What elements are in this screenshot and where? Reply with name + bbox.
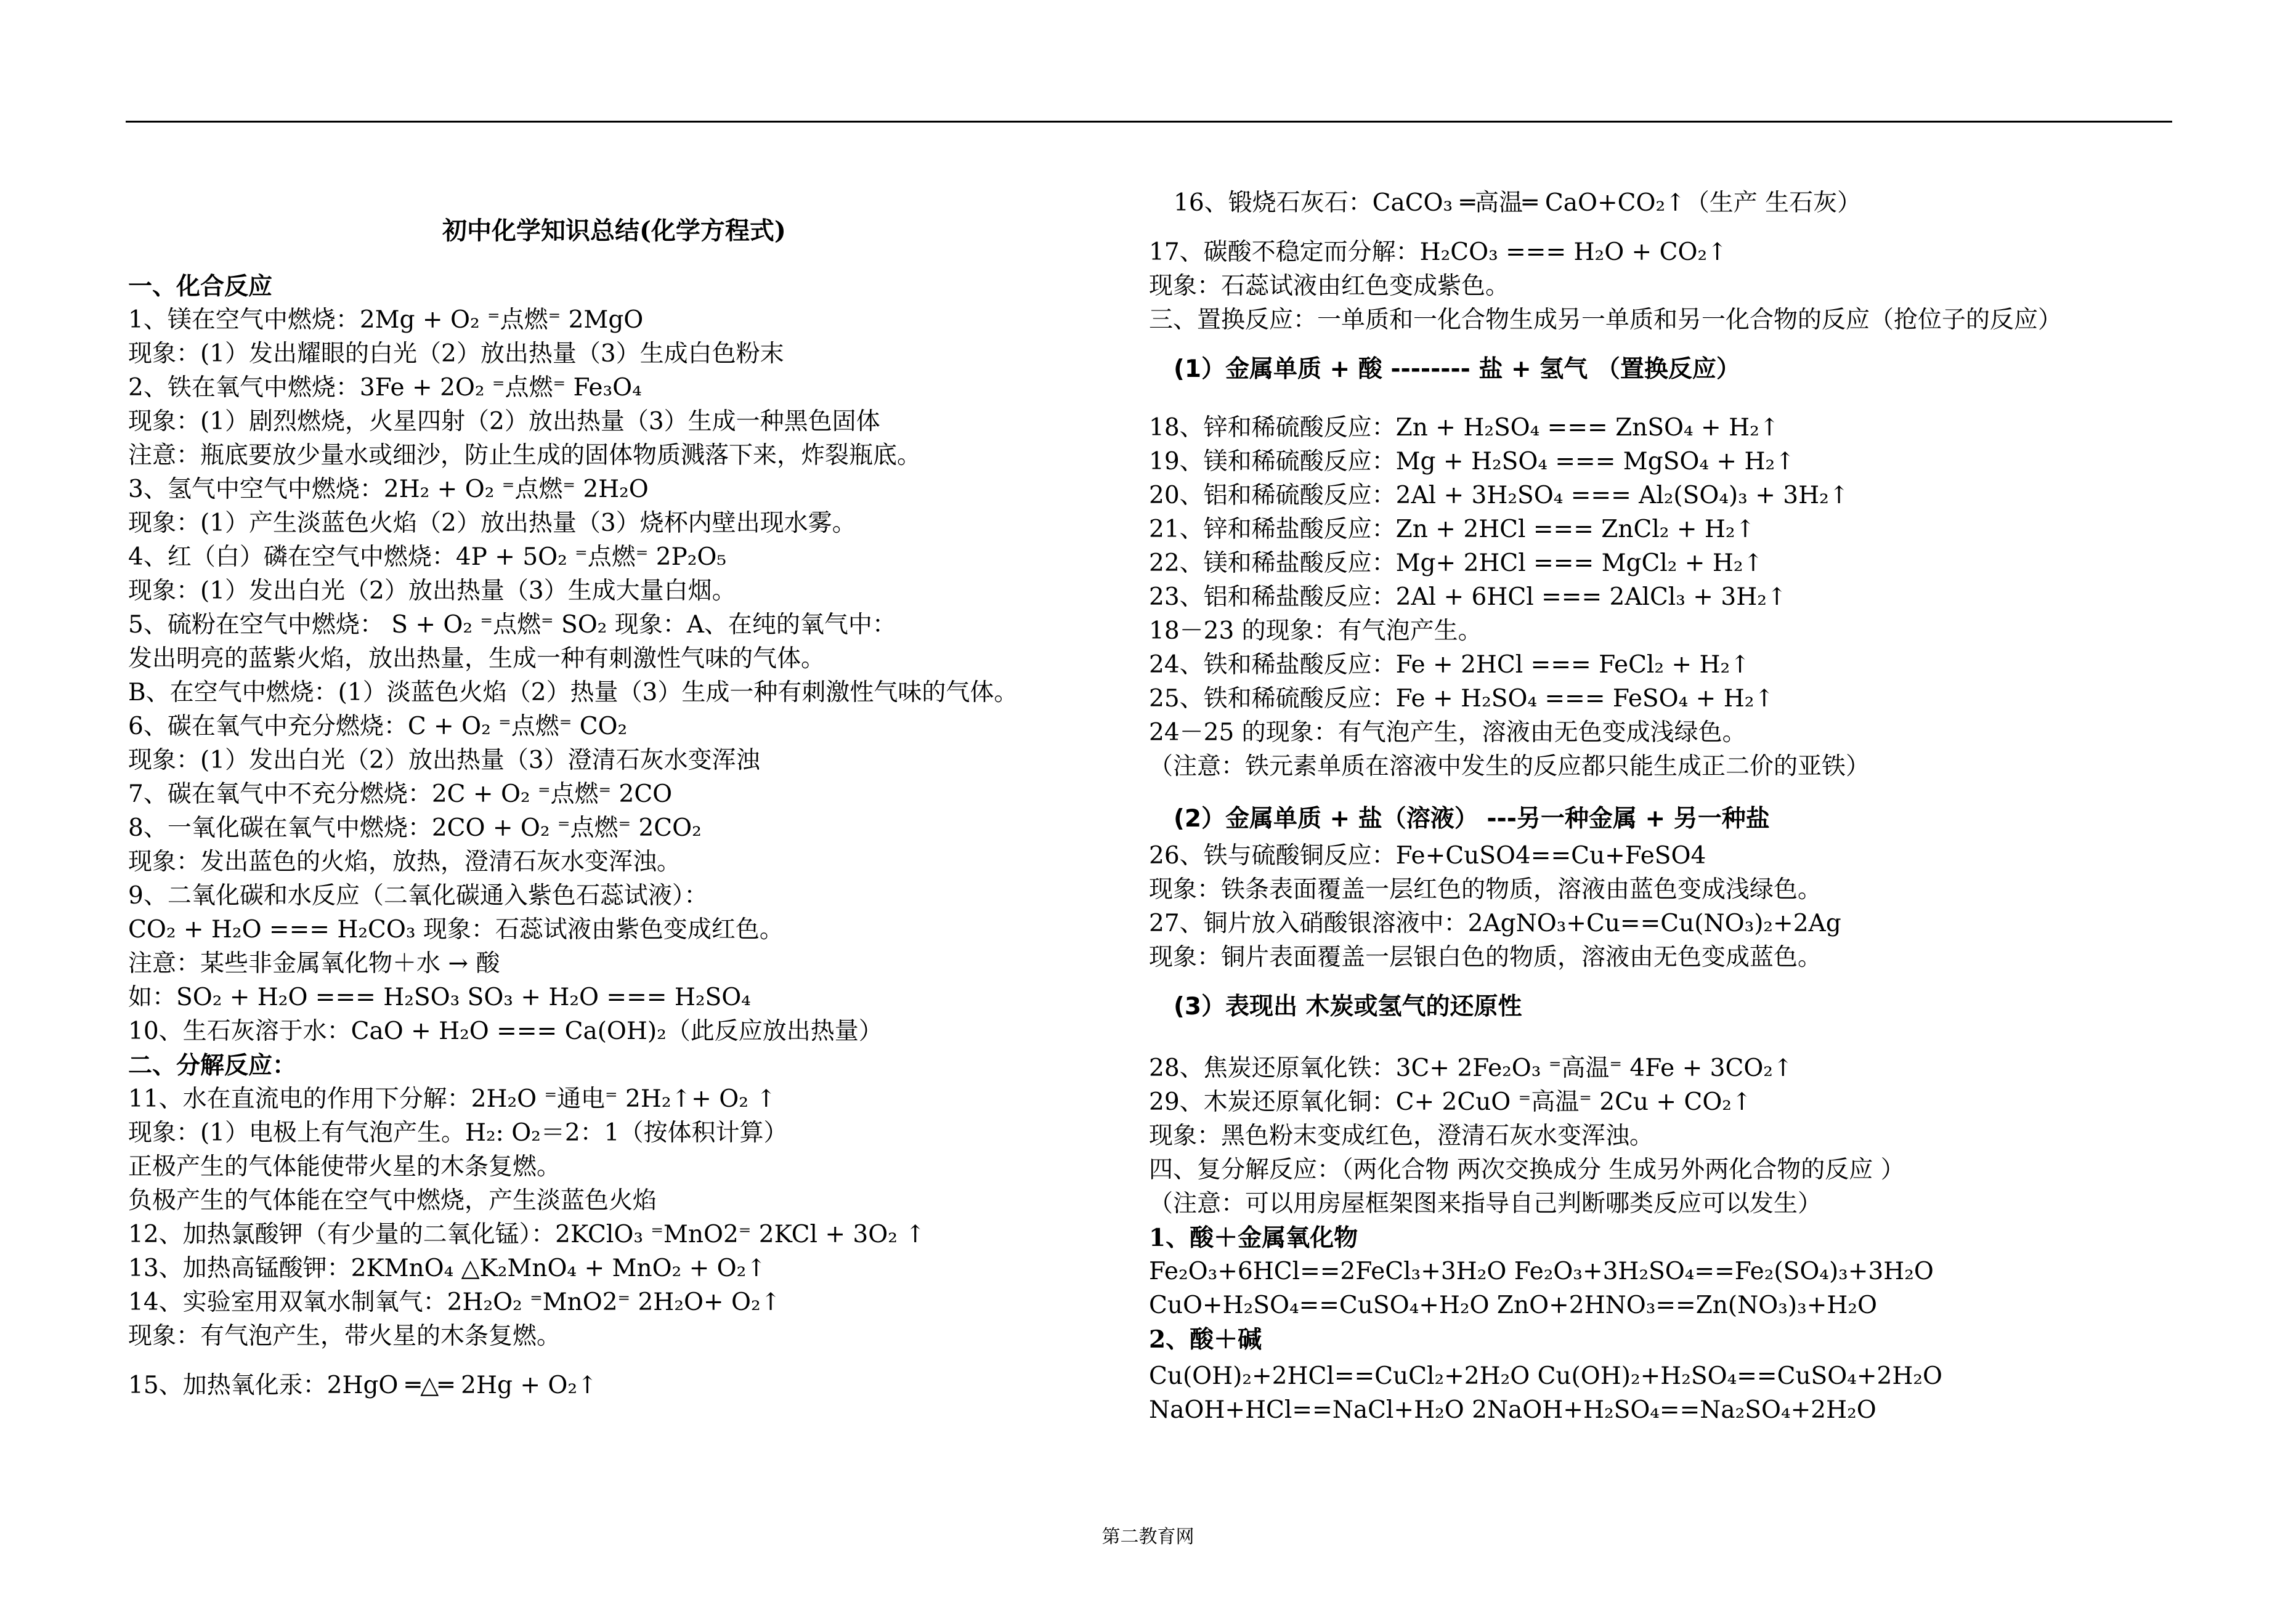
equation-line: NaOH+HCl==NaCl+H₂O 2NaOH+H₂SO₄==Na₂SO₄+2H₂O — [1149, 1396, 1876, 1424]
equation-line: 如：SO₂ + H₂O === H₂SO₃ SO₃ + H₂O === H₂SO₄ — [128, 984, 751, 1011]
subsection-heading: 1、酸＋金属氧化物 — [1149, 1224, 1358, 1252]
page-footer: 第二教育网 — [1101, 1526, 1195, 1548]
note-line: 注意：某些非金属氧化物＋水 → 酸 — [128, 950, 500, 977]
note-line: （注意：铁元素单质在溶液中发生的反应都只能生成正二价的亚铁） — [1149, 753, 1870, 780]
equation-line: 16、锻烧石灰石：CaCO₃ ═高温═ CaO+CO₂↑（生产 生石灰） — [1174, 189, 1862, 217]
equation-line: 25、铁和稀硫酸反应：Fe + H₂SO₄ === FeSO₄ + H₂↑ — [1149, 685, 1775, 713]
equation-line: 15、加热氧化汞：2HgO ═△═ 2Hg + O₂↑ — [128, 1372, 598, 1399]
equation-line: 12、加热氯酸钾（有少量的二氧化锰）：2KClO₃ ⁼MnO2⁼ 2KCl + 3O₂ ↑ — [128, 1221, 925, 1248]
phenomenon-line: 24－25 的现象：有气泡产生，溶液由无色变成浅绿色。 — [1149, 719, 1746, 746]
equation-line: 26、铁与硫酸铜反应：Fe+CuSO4==Cu+FeSO4 — [1149, 842, 1706, 870]
phenomenon-line: 现象：铁条表面覆盖一层红色的物质，溶液由蓝色变成浅绿色。 — [1149, 876, 1822, 903]
equation-line: 22、镁和稀盐酸反应：Mg+ 2HCl === MgCl₂ + H₂↑ — [1149, 549, 1764, 577]
phenomenon-line: B、在空气中燃烧：(1）淡蓝色火焰（2）热量（3）生成一种有刺激性气味的气体。 — [128, 679, 1018, 706]
equation-line: 21、锌和稀盐酸反应：Zn + 2HCl === ZnCl₂ + H₂↑ — [1149, 515, 1756, 543]
equation-line: 24、铁和稀盐酸反应：Fe + 2HCl === FeCl₂ + H₂↑ — [1149, 651, 1750, 679]
equation-line: 17、碳酸不稳定而分解：H₂CO₃ === H₂O + CO₂↑ — [1149, 238, 1727, 266]
section-heading: 三、置换反应：一单质和一化合物生成另一单质和另一化合物的反应（抢位子的反应） — [1149, 306, 2063, 334]
equation-line: 14、实验室用双氧水制氧气：2H₂O₂ ⁼MnO2⁼ 2H₂O+ O₂↑ — [128, 1288, 781, 1316]
section-heading: 二、分解反应： — [128, 1051, 297, 1080]
phenomenon-line: 现象：石蕊试液由红色变成紫色。 — [1149, 272, 1510, 300]
equation-line: 5、硫粉在空气中燃烧： S + O₂ ⁼点燃⁼ SO₂ 现象：A、在纯的氧气中： — [128, 611, 896, 639]
subsection-heading: (2）金属单质 + 盐（溶液） ---另一种金属 + 另一种盐 — [1174, 805, 1770, 833]
equation-line: 20、铝和稀硫酸反应：2Al + 3H₂SO₄ === Al₂(SO₄)₃ + 3H₂↑ — [1149, 482, 1849, 509]
subsection-heading: (3）表现出 木炭或氢气的还原性 — [1174, 993, 1522, 1021]
phenomenon-line: 现象：(1）产生淡蓝色火焰（2）放出热量（3）烧杯内壁出现水雾。 — [128, 509, 856, 537]
section-heading: 一、化合反应 — [128, 272, 273, 301]
note-line: 负极产生的气体能在空气中燃烧，产生淡蓝色火焰 — [128, 1187, 657, 1215]
equation-line: 28、焦炭还原氧化铁：3C+ 2Fe₂O₃ ⁼高温⁼ 4Fe + 3CO₂↑ — [1149, 1054, 1793, 1082]
subsection-heading: 2、酸＋碱 — [1149, 1325, 1262, 1354]
equation-line: 18、锌和稀硫酸反应：Zn + H₂SO₄ === ZnSO₄ + H₂↑ — [1149, 414, 1780, 442]
header-rule — [126, 121, 2172, 123]
equation-line: 4、红（白）磷在空气中燃烧：4P + 5O₂ ⁼点燃⁼ 2P₂O₅ — [128, 543, 727, 571]
equation-line: CuO+H₂SO₄==CuSO₄+H₂O ZnO+2HNO₃==Zn(NO₃)₃+H₂O — [1149, 1292, 1877, 1319]
equation-line: 10、生石灰溶于水：CaO + H₂O === Ca(OH)₂（此反应放出热量） — [128, 1017, 883, 1045]
equation-line: 9、二氧化碳和水反应（二氧化碳通入紫色石蕊试液）： — [128, 882, 708, 910]
equation-line: 29、木炭还原氧化铜：C+ 2CuO ⁼高温⁼ 2Cu + CO₂↑ — [1149, 1088, 1752, 1116]
phenomenon-line: 18－23 的现象：有气泡产生。 — [1149, 617, 1482, 645]
note-line: 正极产生的气体能使带火星的木条复燃。 — [128, 1153, 561, 1181]
section-heading: 四、复分解反应：（两化合物 两次交换成分 生成另外两化合物的反应 ） — [1149, 1156, 1905, 1184]
equation-line: 8、一氧化碳在氧气中燃烧：2CO + O₂ ⁼点燃⁼ 2CO₂ — [128, 814, 702, 842]
phenomenon-line: 现象：(1）剧烈燃烧，火星四射（2）放出热量（3）生成一种黑色固体 — [128, 408, 880, 435]
page-title: 初中化学知识总结(化学方程式) — [442, 216, 786, 245]
phenomenon-line: 现象：(1）发出白光（2）放出热量（3）生成大量白烟。 — [128, 577, 736, 605]
phenomenon-line: 现象：(1）发出白光（2）放出热量（3）澄清石灰水变浑浊 — [128, 746, 760, 774]
equation-line: Cu(OH)₂+2HCl==CuCl₂+2H₂O Cu(OH)₂+H₂SO₄==CuSO₄+2H₂O — [1149, 1362, 1942, 1390]
phenomenon-line: 现象：黑色粉末变成红色，澄清石灰水变浑浊。 — [1149, 1122, 1654, 1150]
phenomenon-line: 现象：(1）发出耀眼的白光（2）放出热量（3）生成白色粉末 — [128, 340, 784, 368]
note-line: 注意：瓶底要放少量水或细沙，防止生成的固体物质溅落下来，炸裂瓶底。 — [128, 442, 922, 469]
equation-line: 13、加热高锰酸钾：2KMnO₄ △K₂MnO₄ + MnO₂ + O₂↑ — [128, 1255, 766, 1282]
equation-line: 11、水在直流电的作用下分解：2H₂O ⁼通电⁼ 2H₂↑+ O₂ ↑ — [128, 1085, 776, 1113]
phenomenon-line: 发出明亮的蓝紫火焰，放出热量，生成一种有刺激性气味的气体。 — [128, 645, 826, 673]
equation-line: 23、铝和稀盐酸反应：2Al + 6HCl === 2AlCl₃ + 3H₂↑ — [1149, 583, 1787, 611]
equation-line: 2、铁在氧气中燃烧：3Fe + 2O₂ ⁼点燃⁼ Fe₃O₄ — [128, 374, 642, 402]
equation-line: 7、碳在氧气中不充分燃烧：2C + O₂ ⁼点燃⁼ 2CO — [128, 780, 673, 808]
phenomenon-line: 现象：(1）电极上有气泡产生。H₂: O₂＝2：1（按体积计算） — [128, 1119, 788, 1147]
equation-line: CO₂ + H₂O === H₂CO₃ 现象：石蕊试液由紫色变成红色。 — [128, 916, 784, 944]
equation-line: Fe₂O₃+6HCl==2FeCl₃+3H₂O Fe₂O₃+3H₂SO₄==Fe₂(SO₄)₃+3H₂O — [1149, 1258, 1934, 1285]
subsection-heading: (1）金属单质 + 酸 -------- 盐 + 氢气 （置换反应） — [1174, 355, 1740, 383]
note-line: （注意：可以用房屋框架图来指导自己判断哪类反应可以发生） — [1149, 1190, 1822, 1218]
equation-line: 6、碳在氧气中充分燃烧：C + O₂ ⁼点燃⁼ CO₂ — [128, 713, 628, 740]
equation-line: 3、氢气中空气中燃烧：2H₂ + O₂ ⁼点燃⁼ 2H₂O — [128, 475, 649, 503]
phenomenon-line: 现象：铜片表面覆盖一层银白色的物质，溶液由无色变成蓝色。 — [1149, 944, 1822, 971]
equation-line: 19、镁和稀硫酸反应：Mg + H₂SO₄ === MgSO₄ + H₂↑ — [1149, 448, 1795, 475]
equation-line: 1、镁在空气中燃烧：2Mg + O₂ ⁼点燃⁼ 2MgO — [128, 306, 644, 334]
phenomenon-line: 现象：有气泡产生，带火星的木条复燃。 — [128, 1322, 561, 1350]
phenomenon-line: 现象：发出蓝色的火焰，放热，澄清石灰水变浑浊。 — [128, 848, 681, 876]
equation-line: 27、铜片放入硝酸银溶液中：2AgNO₃+Cu==Cu(NO₃)₂+2Ag — [1149, 910, 1841, 937]
